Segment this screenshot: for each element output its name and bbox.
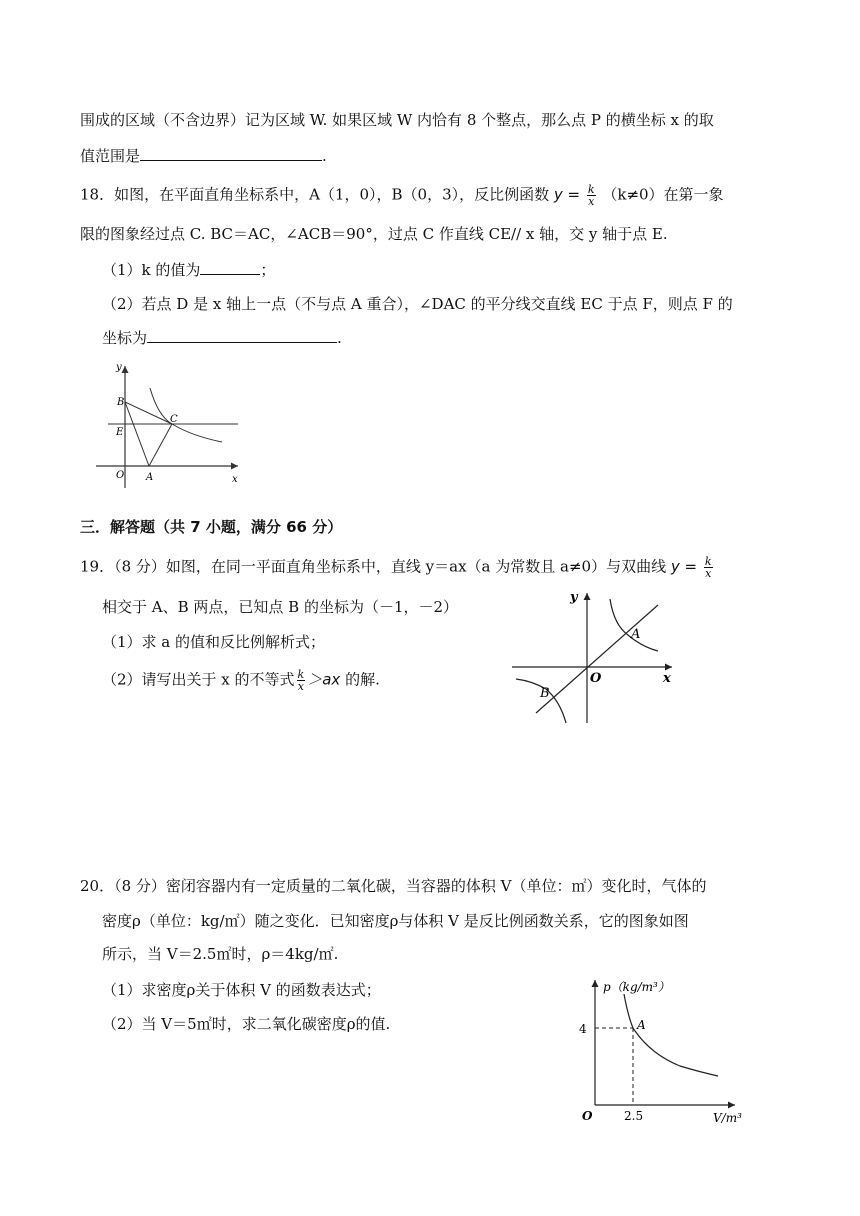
q20-line1: 20．（8 分）密闭容器内有一定质量的二氧化碳，当容器的体积 V（单位：㎡）变化时，气体的 xyxy=(80,877,707,895)
q19-figure xyxy=(510,585,680,725)
q18-sub1 xyxy=(102,260,275,280)
q18-line1-b: （k≠0）在第一象 xyxy=(602,185,724,204)
q19-hyperbola-upper xyxy=(610,599,658,651)
q19-label-b: B xyxy=(540,686,550,701)
q19-ineq-den: x xyxy=(297,680,304,693)
q19-frac-den: x xyxy=(705,567,712,580)
q17-line2-text: 值范围是 xyxy=(80,147,141,165)
q19-label-x: x xyxy=(663,671,671,686)
q18-label-y: y xyxy=(116,362,122,373)
q19-y-eq: y = xyxy=(670,557,698,576)
q20-figure xyxy=(570,972,760,1128)
q19-ineq-num: k xyxy=(297,668,305,681)
q19-label-a: A xyxy=(631,627,641,642)
q18-segment-ac xyxy=(149,424,172,466)
q19-line1 xyxy=(80,556,715,579)
q18-frac-num: k xyxy=(587,183,595,196)
q19-sub2-b: ＞ax xyxy=(307,670,341,689)
q18-label-b: B xyxy=(117,397,125,408)
q19-ineq-fraction xyxy=(297,669,306,692)
q18-sub1-b: ； xyxy=(260,261,276,279)
q18-sub1-a: （1）k 的值为 xyxy=(102,261,201,279)
q18-hyperbola xyxy=(150,388,222,442)
q18-figure xyxy=(92,358,252,488)
q20-label-p: p（kg/m³） xyxy=(603,980,670,994)
q18-sub2-text: 坐标为 xyxy=(102,329,148,347)
q18-label-x: x xyxy=(232,474,238,485)
q19-sub1: （1）求 a 的值和反比例解析式； xyxy=(102,633,326,651)
q19-sub2-c: 的解. xyxy=(340,670,380,689)
q19-sub2 xyxy=(102,669,380,692)
q19-frac-num: k xyxy=(704,555,712,568)
section-heading: 三．解答题（共 7 小题，满分 66 分） xyxy=(80,518,343,536)
q18-line1 xyxy=(80,184,724,207)
q20-line3: 所示，当 V＝2.5㎡时，ρ＝4kg/㎡. xyxy=(102,945,339,963)
q18-label-c: C xyxy=(170,414,178,425)
q18-sub2-line1: （2）若点 D 是 x 轴上一点（不与点 A 重合），∠DAC 的平分线交直线 EC 于点 F，则点 F 的 xyxy=(102,295,733,313)
q18-line1-a: 18．如图，在平面直角坐标系中，A（1，0），B（0，3），反比例函数 xyxy=(80,185,550,204)
q18-label-e: E xyxy=(116,427,124,438)
q18-sub2-end: . xyxy=(337,329,342,347)
q19-line1-a: 19．（8 分）如图，在同一平面直角坐标系中，直线 y＝ax（a 为常数且 a≠0）与双曲线 xyxy=(80,557,667,576)
q18-fraction xyxy=(587,184,596,207)
q17-line2-end: . xyxy=(322,147,327,165)
q19-label-y: y xyxy=(570,590,578,605)
q19-label-o: O xyxy=(590,671,602,686)
q20-sub1: （1）求密度ρ关于体积 V 的函数表达式； xyxy=(102,981,381,999)
q18-sub2-line2 xyxy=(102,328,342,348)
q18-label-a: A xyxy=(146,472,154,483)
q18-label-o: O xyxy=(116,470,125,481)
q18-y-eq: y = xyxy=(553,185,581,204)
q18-sub1-blank[interactable] xyxy=(200,260,260,275)
q19-line-y-ax xyxy=(536,605,658,713)
q20-label-25: 2.5 xyxy=(624,1109,644,1123)
q18-sub2-blank[interactable] xyxy=(147,328,337,343)
q20-label-v: V/m³ xyxy=(713,1111,742,1125)
q20-label-o: O xyxy=(582,1109,593,1123)
q20-sub2: （2）当 V＝5㎡时，求二氧化碳密度ρ的值. xyxy=(102,1015,391,1033)
q20-label-a: A xyxy=(637,1018,646,1032)
q20-curve xyxy=(624,994,718,1076)
q17-line2 xyxy=(80,146,327,166)
q19-sub2-a: （2）请写出关于 x 的不等式 xyxy=(102,670,295,689)
q19-fraction xyxy=(704,556,713,579)
q20-line2: 密度ρ（单位：kg/㎡）随之变化．已知密度ρ与体积 V 是反比例函数关系，它的图象如图 xyxy=(102,912,689,930)
q20-label-4: 4 xyxy=(579,1022,587,1036)
q18-line2: 限的图象经过点 C. BC＝AC，∠ACB＝90°，过点 C 作直线 CE// x 轴，交 y 轴于点 E. xyxy=(80,225,668,243)
q17-answer-blank[interactable] xyxy=(140,146,322,161)
q18-frac-den: x xyxy=(588,195,595,208)
q19-line2: 相交于 A、B 两点，已知点 B 的坐标为（－1，－2） xyxy=(102,598,459,616)
q17-line1: 围成的区域（不含边界）记为区域 W. 如果区域 W 内恰有 8 个整点，那么点 P 的横坐标 x 的取 xyxy=(80,111,714,129)
